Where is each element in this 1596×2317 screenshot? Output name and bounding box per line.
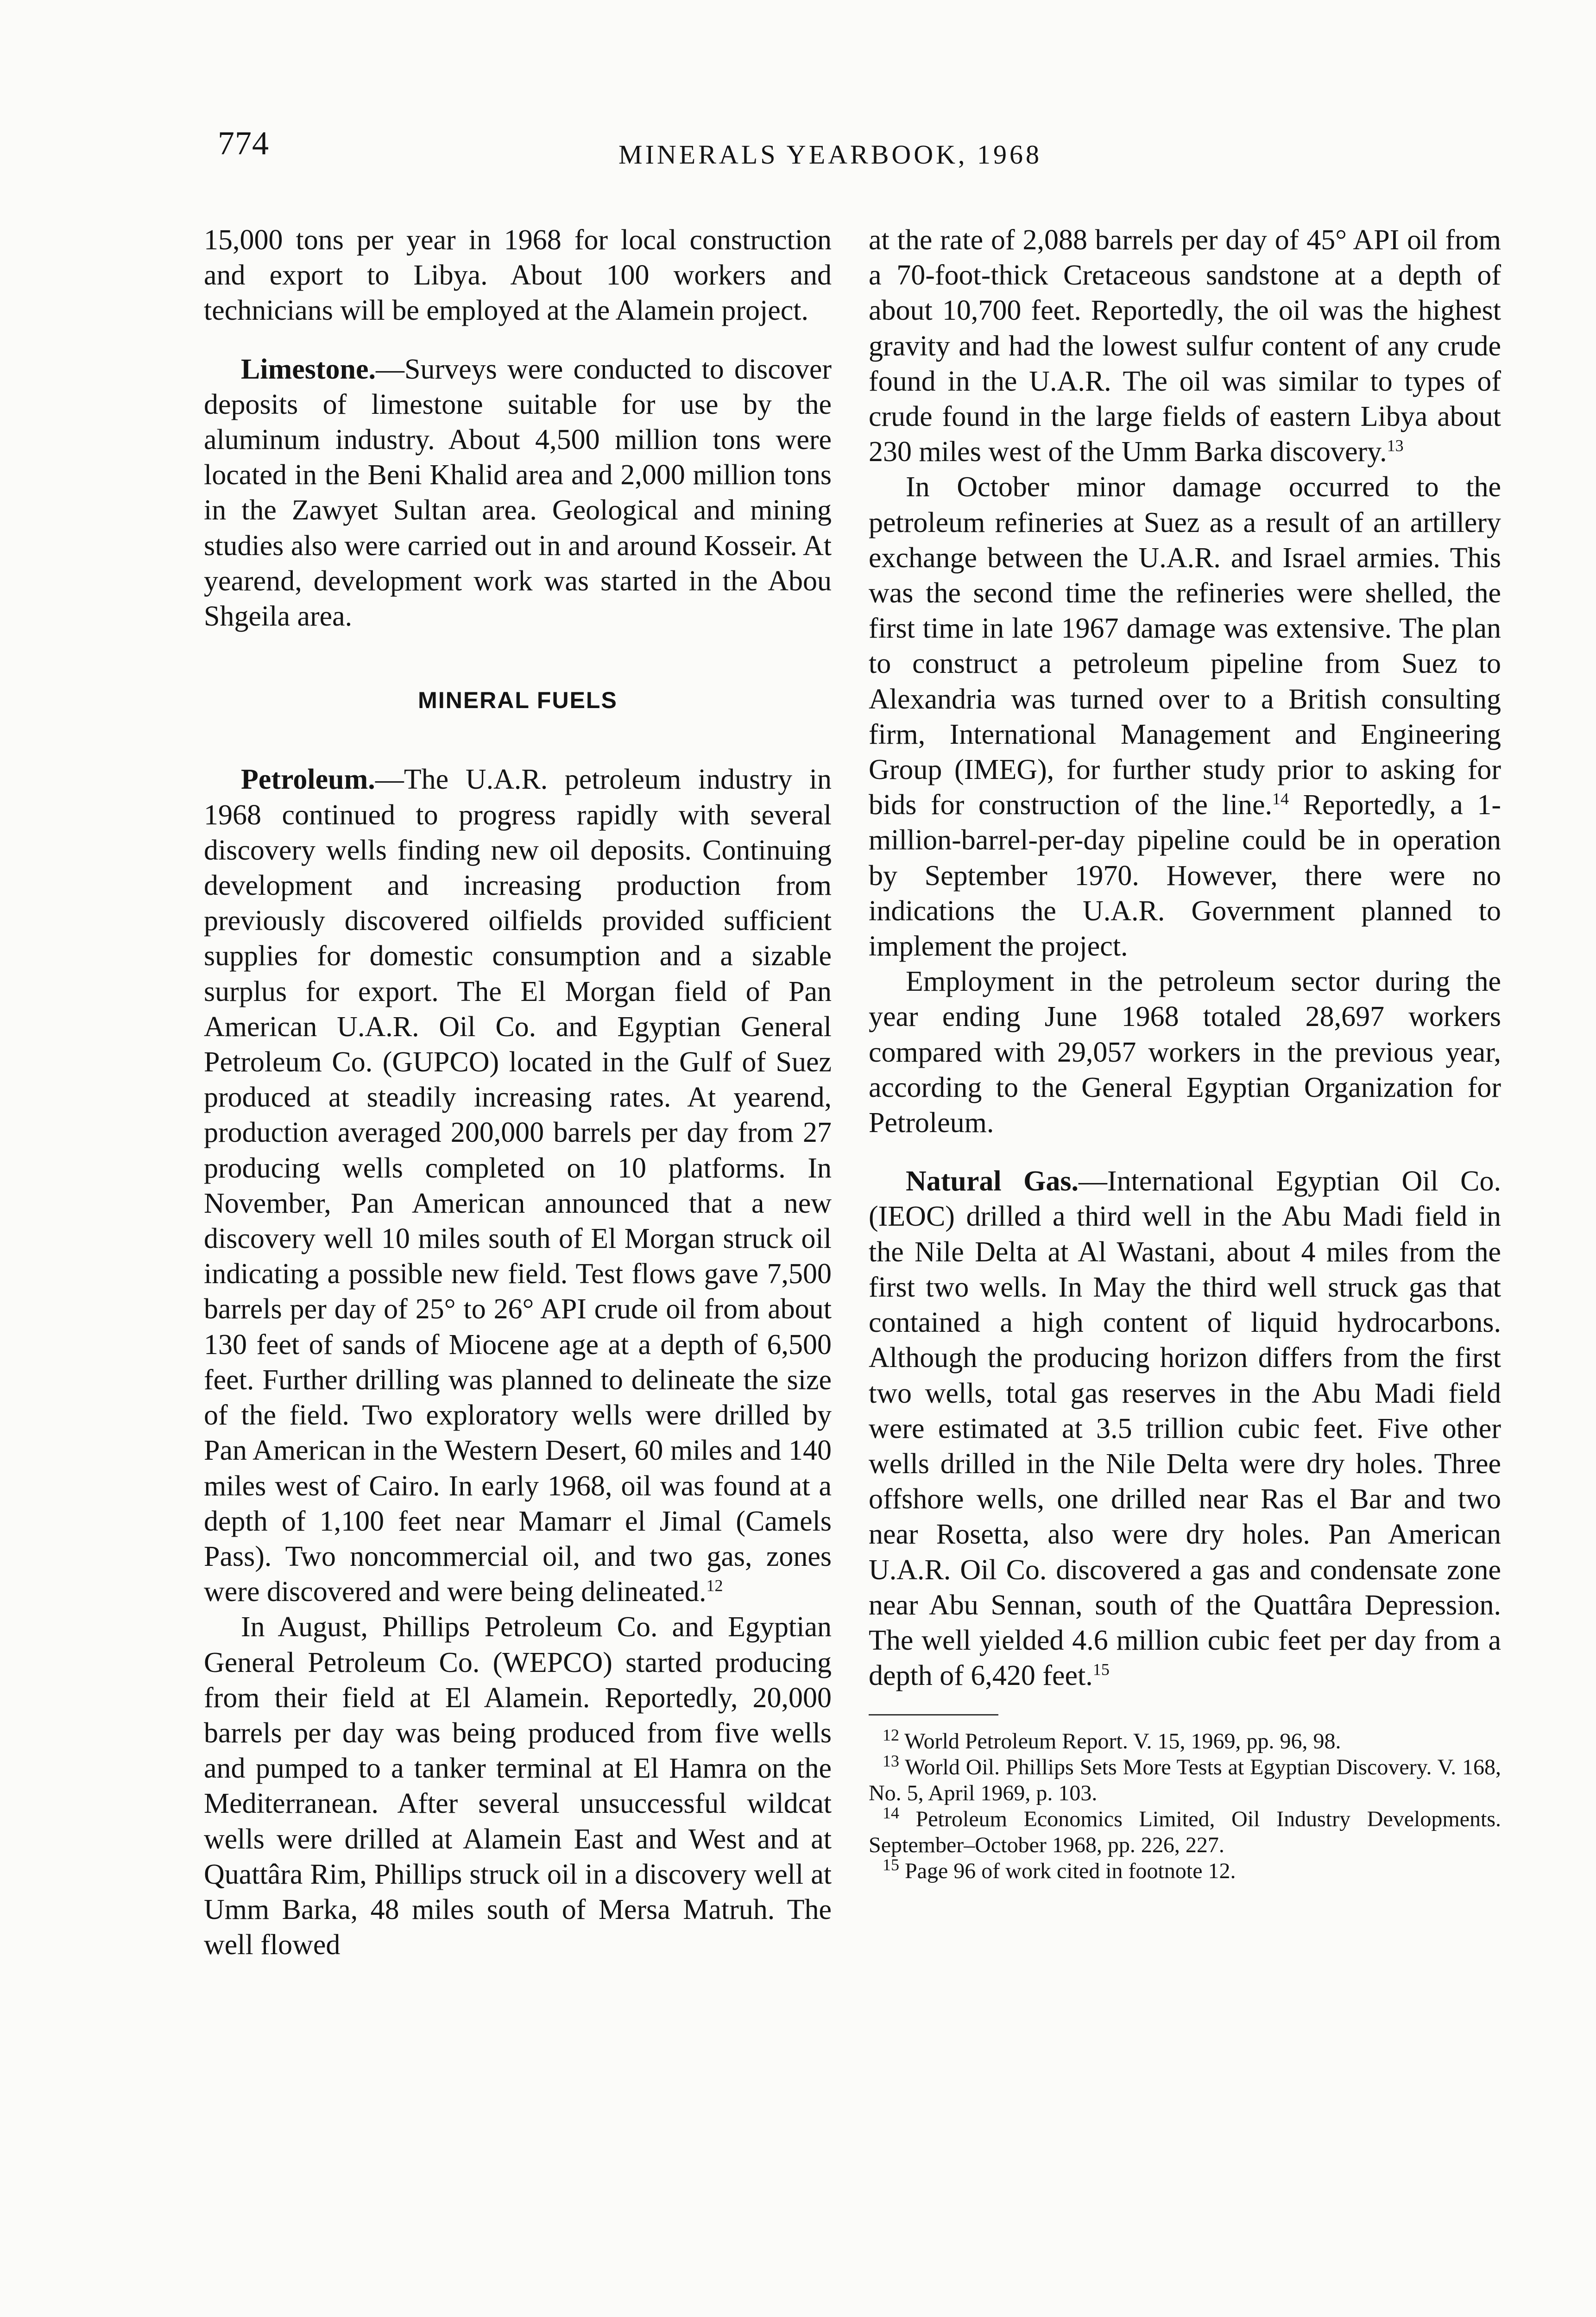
paragraph-text: In August, Phillips Petroleum Co. and Egyptian General Petroleum Co. (WEPCO) started producing from their field at El Alamein. Reportedly, 20,000 barrels per day was being produced from five wells and pumped to a tanker terminal at El Hamra on the Mediterranean. After several unsuccessful wildcat wells were drilled at Alamein East and West and at Quattâra Rim, Phillips struck oil in a discovery well at Umm Barka, 48 miles south of Mersa Matruh. The well flowed bbox=[204, 1611, 832, 1961]
footnotes bbox=[869, 1728, 1501, 1884]
footnote bbox=[869, 1806, 1501, 1858]
paragraph-text: —The U.A.R. petroleum industry in 1968 continued to progress rapidly with several discovery wells finding new oil deposits. Continuing development and increasing production from previously discovered oilfields provided sufficient supplies for domestic consumption and a sizable surplus for export. The El Morgan field of Pan American U.A.R. Oil Co. and Egyptian General Petroleum Co. (GUPCO) located in the Gulf of Suez produced at steadily increasing rates. At yearend, production averaged 200,000 barrels per day from 27 producing wells completed on 10 platforms. In November, Pan American announced that a new discovery well 10 miles south of El Morgan struck oil indicating a possible new field. Test flows gave 7,500 barrels per day of 25° to 26° API crude oil from about 130 feet of sands of Miocene age at a depth of 6,500 feet. Further drilling was planned to delineate the size of the field. Two exploratory wells were drilled by Pan American in the Western Desert, 60 miles and 140 miles west of Cairo. In early 1968, oil was found at a depth of 1,100 feet near Mamarr el Jimal (Camels Pass). Two noncommercial oil, and two gas, zones were discovered and were being delineated. bbox=[204, 764, 832, 1608]
footnote-ref: 12 bbox=[706, 1576, 723, 1595]
paragraph-text: —International Egyptian Oil Co. (IEOC) drilled a third well in the Abu Madi field in the Nile Delta at Al Wastani, about 4 miles from the first two wells. In May the third well struck gas that contained a high content of liquid hydrocarbons. Although the producing horizon differs from the first two wells, total gas reserves in the Abu Madi field were estimated at 3.5 trillion cubic feet. Five other wells drilled in the Nile Delta were dry holes. Three offshore wells, one drilled near Ras el Bar and two near Rosetta, also were dry holes. Pan American U.A.R. Oil Co. discovered a gas and condensate zone near Abu Sennan, south of the Quattâra Depression. The well yielded 4.6 million cubic feet per day from a depth of 6,420 feet. bbox=[869, 1165, 1501, 1692]
footnote-ref: 13 bbox=[1387, 436, 1404, 455]
paragraph bbox=[204, 1609, 832, 1962]
paragraph-text: In October minor damage occurred to the petroleum refineries at Suez as a result of an artillery exchange between the U.A.R. and Israel armies. This was the second time the refineries were shelled, the first time in late 1967 damage was extensive. The plan to construct a petroleum pipeline from Suez to Alexandria was turned over to a British consulting firm, International Management and Engineering Group (IMEG), for further study prior to asking for bids for construction of the line. bbox=[869, 471, 1501, 821]
footnote-text: Page 96 of work cited in footnote 12. bbox=[905, 1859, 1236, 1884]
petroleum-paragraph bbox=[204, 762, 832, 1609]
running-title: MINERALS YEARBOOK, 1968 bbox=[618, 139, 1042, 170]
footnote-number: 13 bbox=[883, 1752, 899, 1771]
paragraph-text: Employment in the petroleum sector during the year ending June 1968 totaled 28,697 workers compared with 29,057 workers in the previous year, according to the General Egyptian Organization for Petroleum. bbox=[869, 966, 1501, 1139]
paragraph bbox=[869, 964, 1501, 1140]
section-heading: MINERAL FUELS bbox=[418, 687, 618, 714]
natural-gas-run-in-heading: Natural Gas. bbox=[906, 1165, 1079, 1197]
footnote bbox=[869, 1855, 1501, 1884]
footnote bbox=[869, 1728, 1501, 1754]
page-number: 774 bbox=[218, 125, 269, 162]
paragraph bbox=[869, 222, 1501, 469]
footnote-number: 14 bbox=[883, 1804, 899, 1823]
petroleum-run-in-heading: Petroleum. bbox=[241, 764, 375, 796]
left-column bbox=[204, 222, 832, 1962]
paragraph-text: —Surveys were conducted to discover deposits of limestone suitable for use by the aluminum industry. About 4,500 million tons were located in the Beni Khalid area and 2,000 million tons in the Zawyet Sultan area. Geological and mining studies also were carried out in and around Kosseir. At yearend, development work was started in the Abou Shgeila area. bbox=[204, 353, 832, 633]
footnote-divider bbox=[869, 1714, 998, 1716]
footnote bbox=[869, 1754, 1501, 1806]
limestone-paragraph bbox=[204, 352, 832, 634]
natural-gas-paragraph bbox=[869, 1164, 1501, 1693]
paragraph bbox=[204, 222, 832, 329]
paragraph-text: at the rate of 2,088 barrels per day of 45° API oil from a 70-foot-thick Cretaceous sandstone at a depth of about 10,700 feet. Reportedly, the oil was the highest gravity and had the lowest sulfur content of any crude found in the U.A.R. The oil was similar to types of crude found in the large fields of eastern Libya about 230 miles west of the Umm Barka discovery. bbox=[869, 224, 1501, 468]
paragraph bbox=[869, 469, 1501, 964]
right-column bbox=[869, 222, 1501, 1884]
footnote-text: World Oil. Phillips Sets More Tests at Egyptian Discovery. V. 168, No. 5, April 1969, p. 103. bbox=[869, 1755, 1501, 1806]
paragraph-text: Reportedly, a 1-million-barrel-per-day pipeline could be in operation by September 1970. However, there were no indications the U.A.R. Government planned to implement the project. bbox=[869, 789, 1501, 962]
footnote-text: World Petroleum Report. V. 15, 1969, pp. 96, 98. bbox=[904, 1729, 1341, 1754]
footnote-text: Petroleum Economics Limited, Oil Industry Developments. September–October 1968, pp. 226, 227. bbox=[869, 1807, 1501, 1858]
limestone-run-in-heading: Limestone. bbox=[241, 353, 376, 385]
footnote-ref: 15 bbox=[1092, 1660, 1110, 1679]
footnote-number: 15 bbox=[883, 1855, 899, 1874]
footnote-number: 12 bbox=[883, 1726, 899, 1745]
paragraph-text: 15,000 tons per year in 1968 for local construction and export to Libya. About 100 workers and technicians will be employed at the Alamein project. bbox=[204, 224, 832, 327]
footnote-ref: 14 bbox=[1272, 789, 1289, 808]
